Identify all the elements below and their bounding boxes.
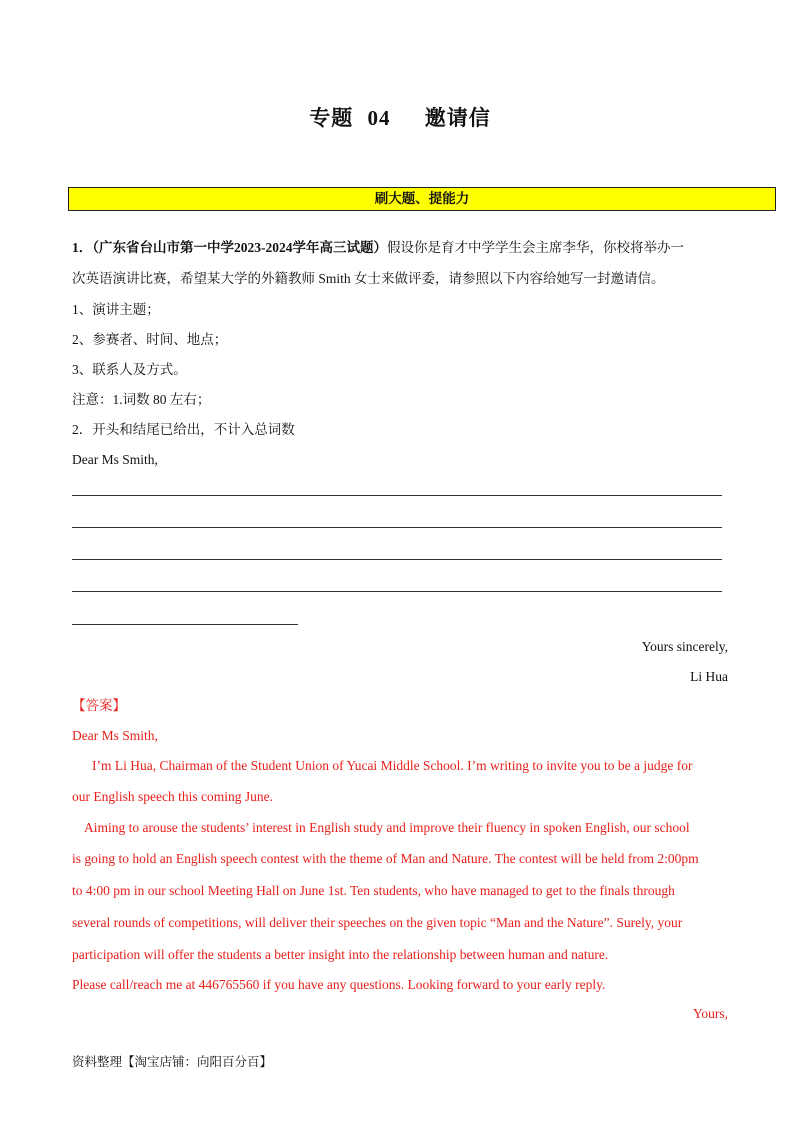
question-number: 1． [72,240,93,255]
question-line-2: 次英语演讲比赛，希望某大学的外籍教师 Smith 女士来做评委，请参照以下内容给她写一封邀请信。 [72,271,665,286]
point-1: 1、演讲主题； [72,302,160,317]
answer-line-8: Please call/reach me at 446765560 if you have any questions. Looking forward to your early reply. [72,977,606,992]
answer-line-1: I’m Li Hua, Chairman of the Student Union of Yucai Middle School. I’m writing to invite you to be a judge for [92,758,693,773]
answer-line-4: is going to hold an English speech contest with the theme of Man and Nature. The contest will be held from 2:00pm [72,851,699,866]
writing-line-2 [72,527,722,528]
question-text-1: 假设你是育才中学学生会主席李华，你校将举办一 [387,240,684,255]
answer-line-6: several rounds of competitions, will deliver their speeches on the given topic “Man and the Nature”. Surely, your [72,915,683,930]
title-number: 04 [367,106,391,130]
question-source: （广东省台山市第一中学2023-2024学年高三试题） [92,240,387,255]
note-2: 2．开头和结尾已给出，不计入总词数 [72,422,295,437]
title-name: 邀请信 [424,106,491,130]
answer-greeting: Dear Ms Smith, [72,728,158,743]
footer-note: 资料整理【淘宝店铺：向阳百分百】 [72,1055,273,1069]
question-line-1 [72,239,684,257]
section-banner: 刷大题、提能力 [68,187,776,211]
point-3: 3、联系人及方式。 [72,362,187,377]
answer-closing: Yours, [692,1006,728,1021]
writing-line-4 [72,591,722,592]
page-title [0,102,800,132]
letter-greeting: Dear Ms Smith, [72,452,158,467]
note-1: 注意：1.词数 80 左右； [72,392,211,407]
point-2: 2、参赛者、时间、地点； [72,332,228,347]
title-prefix: 专题 [309,106,354,130]
answer-line-7: participation will offer the students a better insight into the relationship between human and nature. [72,947,609,962]
writing-line-5 [72,624,298,625]
letter-closing: Yours sincerely, [641,639,728,654]
answer-label: 【答案】 [72,698,126,713]
answer-line-2: our English speech this coming June. [72,789,273,804]
letter-signature: Li Hua [690,669,728,684]
writing-line-1 [72,495,722,496]
answer-line-5: to 4:00 pm in our school Meeting Hall on June 1st. Ten students, who have managed to get to the finals through [72,883,675,898]
answer-line-3: Aiming to arouse the students’ interest in English study and improve their fluency in spoken English, our school [84,820,690,835]
writing-line-3 [72,559,722,560]
